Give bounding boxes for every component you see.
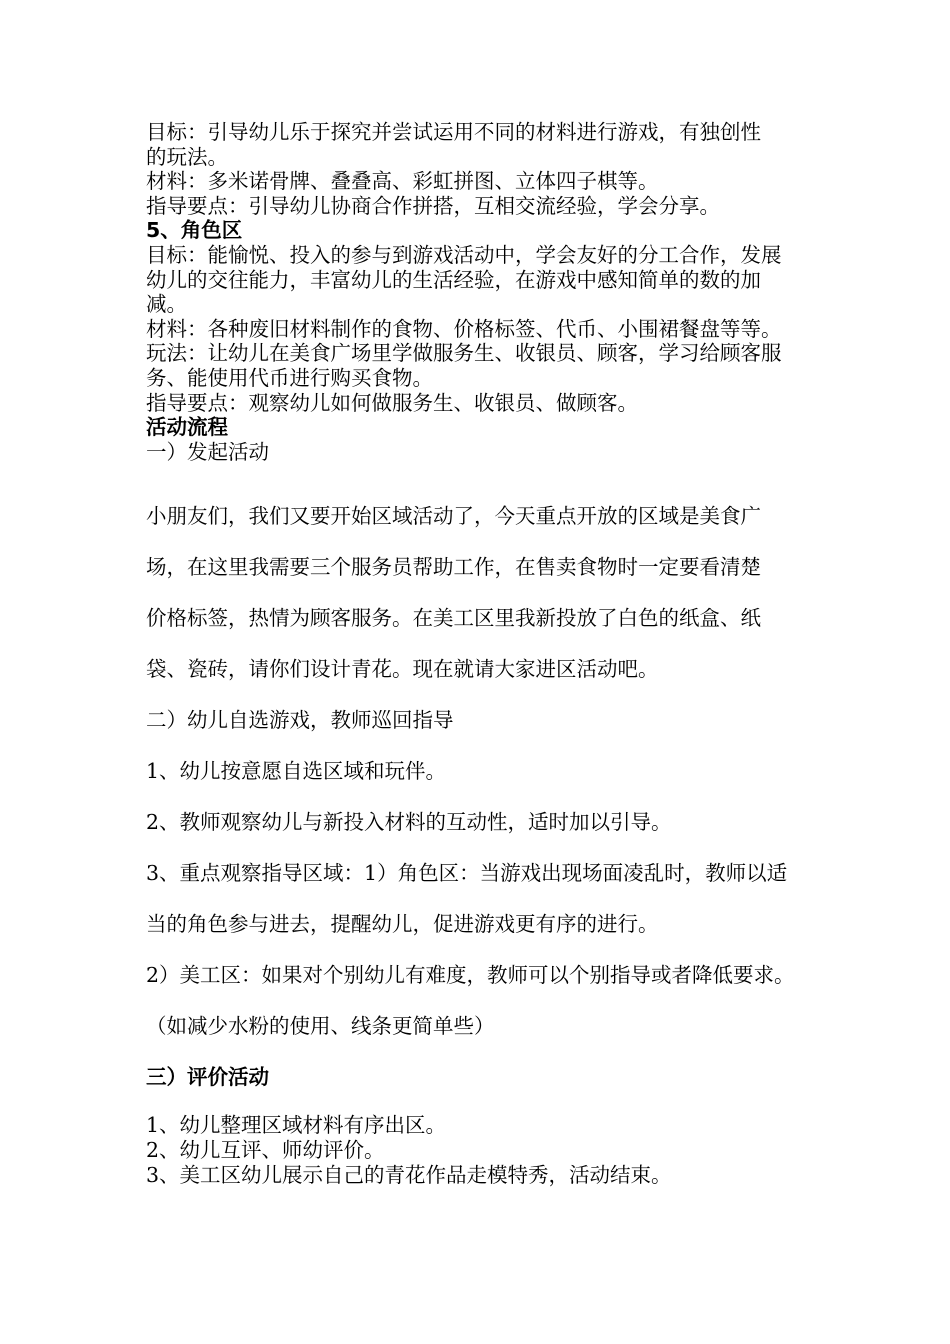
document-body — [146, 120, 836, 1187]
step-two-item-3-sub: 2）美工区：如果对个别幼儿有难度，教师可以个别指导或者降低要求。 — [146, 963, 795, 988]
role-materials-line: 材料：各种废旧材料制作的食物、价格标签、代币、小围裙餐盘等等。 — [146, 316, 782, 341]
materials-line: 材料：多米诺骨牌、叠叠高、彩虹拼图、立体四子棋等。 — [146, 169, 659, 194]
section-heading-role-area: 5、角色区 — [146, 218, 243, 243]
intro-paragraph-line-3: 价格标签，热情为顾客服务。在美工区里我新投放了白色的纸盒、纸 — [146, 606, 761, 631]
role-goal-line-end: 减。 — [146, 292, 187, 317]
step-three-item-1: 1、幼儿整理区域材料有序出区。 — [146, 1113, 447, 1138]
intro-paragraph-line-4: 袋、瓷砖，请你们设计青花。现在就请大家进区活动吧。 — [146, 657, 659, 682]
step-two-item-1: 1、幼儿按意愿自选区域和玩伴。 — [146, 759, 447, 784]
step-two-item-3-cont: 当的角色参与进去，提醒幼儿，促进游戏更有序的进行。 — [146, 912, 659, 937]
role-goal-line-cont: 幼儿的交往能力，丰富幼儿的生活经验，在游戏中感知简单的数的加 — [146, 267, 761, 292]
section-heading-activity-flow: 活动流程 — [146, 415, 228, 440]
step-three-heading: 三）评价活动 — [146, 1065, 269, 1090]
step-two-item-2: 2、教师观察幼儿与新投入材料的互动性，适时加以引导。 — [146, 810, 672, 835]
step-two-heading: 二）幼儿自选游戏，教师巡回指导 — [146, 708, 454, 733]
step-three-item-2: 2、幼儿互评、师幼评价。 — [146, 1137, 385, 1162]
step-one-heading: 一）发起活动 — [146, 439, 269, 464]
role-goal-line: 目标：能愉悦、投入的参与到游戏活动中，学会友好的分工合作，发展 — [146, 242, 782, 267]
intro-paragraph-line-2: 场，在这里我需要三个服务员帮助工作，在售卖食物时一定要看清楚 — [146, 555, 761, 580]
intro-paragraph-line-1: 小朋友们，我们又要开始区域活动了，今天重点开放的区域是美食广 — [146, 504, 761, 529]
step-two-item-3: 3、重点观察指导区域：1）角色区：当游戏出现场面凌乱时，教师以适 — [146, 861, 788, 886]
step-three-item-3: 3、美工区幼儿展示自己的青花作品走模特秀，活动结束。 — [146, 1162, 672, 1187]
step-two-item-3-note: （如减少水粉的使用、线条更简单些） — [146, 1014, 495, 1039]
goal-line: 目标：引导幼儿乐于探究并尝试运用不同的材料进行游戏，有独创性 — [146, 120, 761, 144]
role-guidance-line: 指导要点：观察幼儿如何做服务生、收银员、做顾客。 — [146, 390, 638, 415]
role-play-line: 玩法：让幼儿在美食广场里学做服务生、收银员、顾客，学习给顾客服 — [146, 341, 782, 366]
role-play-line-cont: 务、能使用代币进行购买食物。 — [146, 365, 433, 390]
guidance-line: 指导要点：引导幼儿协商合作拼搭，互相交流经验，学会分享。 — [146, 193, 720, 218]
goal-line-cont: 的玩法。 — [146, 144, 228, 169]
